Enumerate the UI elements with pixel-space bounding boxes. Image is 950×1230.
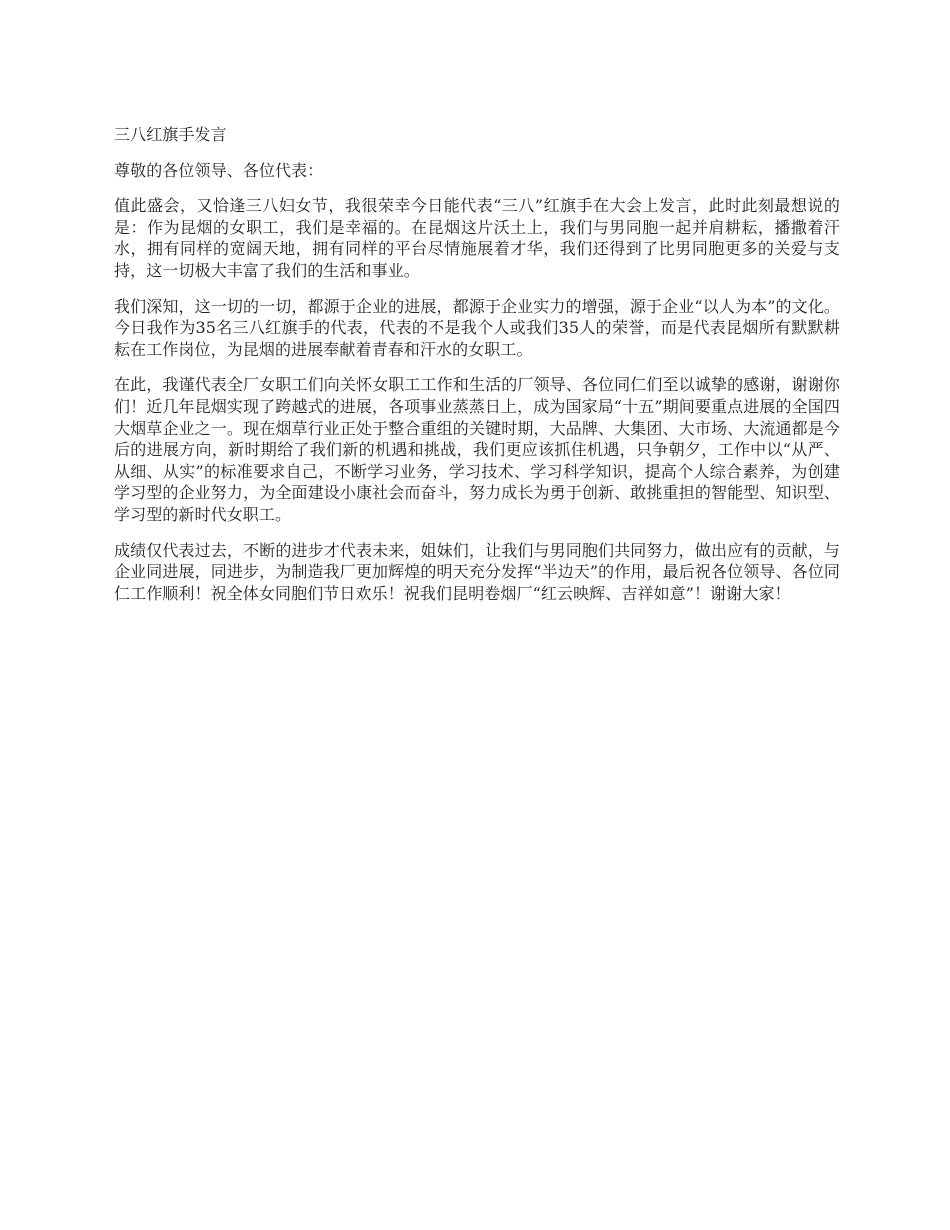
paragraph-1: 值此盛会，又恰逢三八妇女节，我很荣幸今日能代表“三八”红旗手在大会上发言，此时此刻最想说的是：作为昆烟的女职工，我们是幸福的。在昆烟这片沃土上，我们与男同胞一起并肩耕耘，播撒着汗水，拥有同样的宽阔天地，拥有同样的平台尽情施展着才华，我们还得到了比男同胞更多的关爱与支持，这一切极大丰富了我们的生活和事业。 bbox=[114, 196, 840, 280]
document-body bbox=[114, 124, 840, 618]
document-title: 三八红旗手发言 bbox=[114, 125, 227, 144]
paragraph-2: 我们深知，这一切的一切，都源于企业的进展，都源于企业实力的增强，源于企业“以人为本”的文化。今日我作为35名三八红旗手的代表，代表的不是我个人或我们35人的荣誉，而是代表昆烟所有默默耕耘在工作岗位，为昆烟的进展奉献着青春和汗水的女职工。 bbox=[114, 296, 840, 359]
salutation: 尊敬的各位领导、各位代表： bbox=[114, 160, 324, 180]
paragraph-4: 成绩仅代表过去，不断的进步才代表未来，姐妹们，让我们与男同胞们共同努力，做出应有的贡献，与企业同进展，同进步，为制造我厂更加辉煌的明天充分发挥“半边天”的作用，最后祝各位领导、各位同仁工作顺利！祝全体女同胞们节日欢乐！祝我们昆明卷烟厂“红云映辉、吉祥如意”！谢谢大家！ bbox=[114, 540, 840, 603]
paragraph-3: 在此，我谨代表全厂女职工们向关怀女职工工作和生活的厂领导、各位同仁们至以诚挚的感谢，谢谢你们！近几年昆烟实现了跨越式的进展，各项事业蒸蒸日上，成为国家局“十五”期间要重点进展的全国四大烟草企业之一。现在烟草行业正处于整合重组的关键时期，大品牌、大集团、大市场、大流通都是今后的进展方向，新时期给了我们新的机遇和挑战，我们更应该抓住机遇，只争朝夕，工作中以“从严、从细、从实”的标准要求自己，不断学习业务，学习技术、学习科学知识，提高个人综合素养，为创建学习型的企业努力，为全面建设小康社会而奋斗，努力成长为勇于创新、敢挑重担的智能型、知识型、学习型的新时代女职工。 bbox=[114, 375, 840, 524]
